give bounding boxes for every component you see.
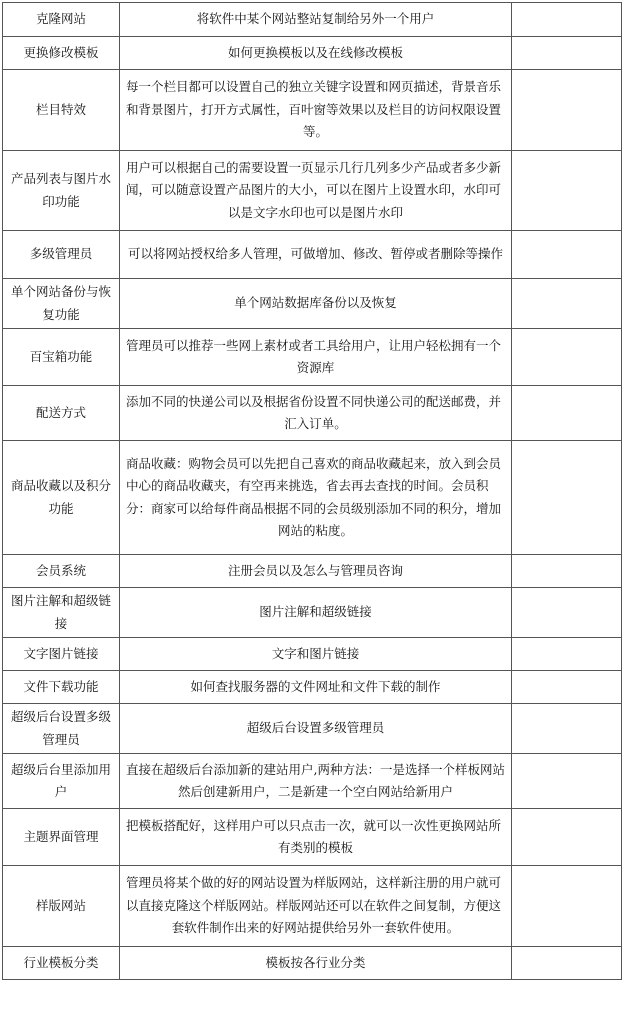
table-row <box>3 588 622 638</box>
table-row <box>3 866 622 947</box>
feature-name-cell: 超级后台设置多级管理员 <box>3 704 120 754</box>
table-row <box>3 638 622 671</box>
feature-description-cell <box>120 231 512 279</box>
feature-note-cell <box>512 588 622 638</box>
feature-description-cell <box>120 70 512 151</box>
feature-note-cell <box>512 754 622 809</box>
feature-note-cell <box>512 70 622 151</box>
table-row <box>3 671 622 704</box>
feature-note-cell <box>512 441 622 555</box>
feature-name-cell: 行业模板分类 <box>3 947 120 980</box>
feature-description-cell <box>120 386 512 441</box>
feature-description-cell <box>120 151 512 231</box>
table-row <box>3 754 622 809</box>
feature-name-cell: 克隆网站 <box>3 3 120 37</box>
feature-name-cell: 单个网站备份与恢复功能 <box>3 279 120 329</box>
feature-note-cell <box>512 704 622 754</box>
feature-description-cell <box>120 671 512 704</box>
feature-table <box>2 2 622 980</box>
feature-name-cell: 更换修改模板 <box>3 37 120 70</box>
table-row <box>3 37 622 70</box>
feature-description-text: 将软件中某个网站整站复制给另外一个用户 <box>196 11 435 27</box>
feature-description-cell <box>120 588 512 638</box>
feature-table-body <box>3 3 622 980</box>
feature-description-text: 商品收藏：购物会员可以先把自己喜欢的商品收藏起来，放入到会员中心的商品收藏夹，有空再来挑选，省去再去查找的时间。会员积分：商家可以给每件商品根据不同的会员级别添加不同的积分，增加网站的粘度。 <box>126 455 502 538</box>
feature-note-cell <box>512 555 622 588</box>
feature-description-text: 直接在超级后台添加新的建站用户,两种方法：一是选择一个样板网站然后创建新用户，二是新建一个空白网站给新用户 <box>126 761 505 799</box>
feature-note-cell <box>512 329 622 386</box>
table-row <box>3 279 622 329</box>
table-row <box>3 555 622 588</box>
feature-description-cell <box>120 279 512 329</box>
feature-description-cell <box>120 947 512 980</box>
feature-description-cell <box>120 441 512 555</box>
feature-note-cell <box>512 866 622 947</box>
table-row <box>3 70 622 151</box>
feature-note-cell <box>512 231 622 279</box>
feature-description-text: 每一个栏目都可以设置自己的独立关键字设置和网页描述，背景音乐和背景图片，打开方式属性，百叶窗等效果以及栏目的访问权限设置等。 <box>126 79 502 140</box>
feature-name-cell: 文字图片链接 <box>3 638 120 671</box>
feature-description-text: 图片注解和超级链接 <box>259 604 372 620</box>
table-row <box>3 329 622 386</box>
feature-name-cell: 超级后台里添加用户 <box>3 754 120 809</box>
feature-description-cell <box>120 555 512 588</box>
feature-note-cell <box>512 638 622 671</box>
feature-description-cell <box>120 809 512 866</box>
feature-description-cell <box>120 638 512 671</box>
table-row <box>3 3 622 37</box>
feature-description-text: 把模板搭配好，这样用户可以只点击一次，就可以一次性更换网站所有类别的模板 <box>126 817 502 855</box>
feature-description-text: 管理员可以推荐一些网上素材或者工具给用户，让用户轻松拥有一个资源库 <box>126 337 502 375</box>
feature-description-cell <box>120 329 512 386</box>
feature-description-text: 可以将网站授权给多人管理，可做增加、修改、暂停或者删除等操作 <box>127 246 503 262</box>
feature-note-cell <box>512 947 622 980</box>
feature-description-text: 文字和图片链接 <box>271 645 360 661</box>
feature-note-cell <box>512 151 622 231</box>
feature-description-text: 添加不同的快递公司以及根据省份设置不同快递公司的配送邮费，并汇入订单。 <box>126 393 502 431</box>
feature-description-text: 单个网站数据库备份以及恢复 <box>234 295 397 311</box>
table-row <box>3 704 622 754</box>
table-row <box>3 151 622 231</box>
feature-description-cell <box>120 866 512 947</box>
table-row <box>3 441 622 555</box>
feature-name-cell: 百宝箱功能 <box>3 329 120 386</box>
feature-description-text: 超级后台设置多级管理员 <box>246 720 385 736</box>
feature-note-cell <box>512 386 622 441</box>
feature-name-cell: 主题界面管理 <box>3 809 120 866</box>
feature-name-cell: 配送方式 <box>3 386 120 441</box>
table-row <box>3 386 622 441</box>
feature-description-text: 注册会员以及怎么与管理员咨询 <box>227 562 403 578</box>
table-row <box>3 947 622 980</box>
feature-note-cell <box>512 37 622 70</box>
feature-name-cell: 产品列表与图片水印功能 <box>3 151 120 231</box>
feature-description-cell <box>120 704 512 754</box>
feature-name-cell: 文件下载功能 <box>3 671 120 704</box>
feature-description-text: 如何查找服务器的文件网址和文件下载的制作 <box>190 678 441 694</box>
feature-note-cell <box>512 3 622 37</box>
feature-name-cell: 商品收藏以及积分功能 <box>3 441 120 555</box>
feature-description-text: 用户可以根据自己的需要设置一页显示几行几列多少产品或者多少新闻，可以随意设置产品图片的大小，可以在图片上设置水印，水印可以是文字水印也可以是图片水印 <box>126 159 502 220</box>
feature-description-cell <box>120 37 512 70</box>
table-row <box>3 809 622 866</box>
feature-note-cell <box>512 809 622 866</box>
feature-name-cell: 栏目特效 <box>3 70 120 151</box>
feature-name-cell: 多级管理员 <box>3 231 120 279</box>
feature-description-cell <box>120 754 512 809</box>
table-row <box>3 231 622 279</box>
feature-name-cell: 会员系统 <box>3 555 120 588</box>
feature-description-cell <box>120 3 512 37</box>
feature-name-cell: 样版网站 <box>3 866 120 947</box>
feature-name-cell: 图片注解和超级链接 <box>3 588 120 638</box>
feature-description-text: 模板按各行业分类 <box>265 954 366 970</box>
feature-note-cell <box>512 279 622 329</box>
feature-note-cell <box>512 671 622 704</box>
feature-description-text: 如何更换模板以及在线修改模板 <box>227 44 403 60</box>
feature-description-text: 管理员将某个做的好的网站设置为样版网站，这样新注册的用户就可以直接克隆这个样版网站。样版网站还可以在软件之间复制，方便这套软件制作出来的好网站提供给另外一套软件使用。 <box>126 875 502 936</box>
